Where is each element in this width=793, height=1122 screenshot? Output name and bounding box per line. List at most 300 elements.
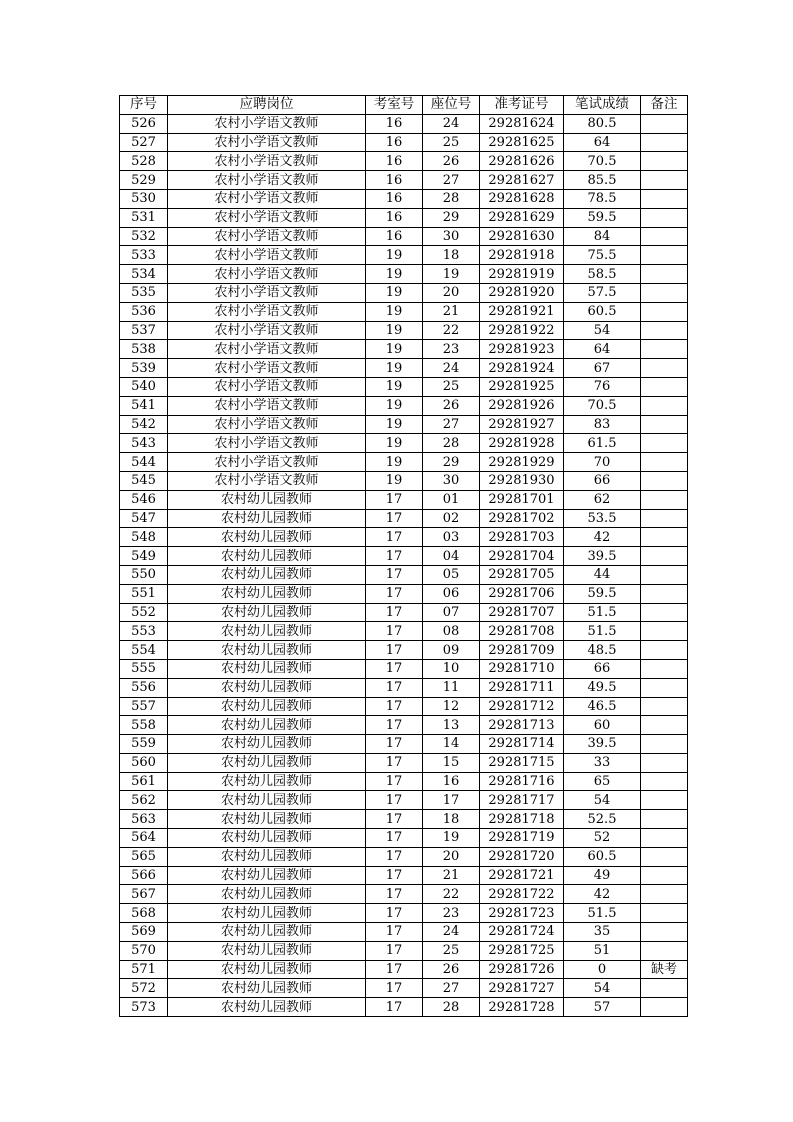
cell-seat-number: 30: [423, 227, 480, 246]
cell-written-score: 52: [564, 829, 641, 848]
cell-position: 农村幼儿园教师: [168, 603, 366, 622]
cell-serial-number: 532: [120, 227, 168, 246]
cell-remarks: [641, 471, 688, 490]
cell-position: 农村小学语文教师: [168, 152, 366, 171]
cell-remarks: [641, 641, 688, 660]
cell-exam-room: 16: [366, 171, 423, 190]
cell-written-score: 70.5: [564, 396, 641, 415]
cell-seat-number: 24: [423, 923, 480, 942]
cell-serial-number: 540: [120, 377, 168, 396]
cell-seat-number: 24: [423, 114, 480, 133]
cell-position: 农村幼儿园教师: [168, 941, 366, 960]
cell-position: 农村幼儿园教师: [168, 565, 366, 584]
cell-written-score: 62: [564, 490, 641, 509]
cell-serial-number: 538: [120, 340, 168, 359]
cell-written-score: 80.5: [564, 114, 641, 133]
header-row: [120, 96, 688, 115]
cell-position: 农村小学语文教师: [168, 302, 366, 321]
cell-admission-ticket: 29281630: [480, 227, 564, 246]
cell-seat-number: 29: [423, 208, 480, 227]
cell-written-score: 46.5: [564, 697, 641, 716]
cell-serial-number: 559: [120, 735, 168, 754]
cell-serial-number: 563: [120, 810, 168, 829]
cell-position: 农村幼儿园教师: [168, 810, 366, 829]
table-row: [120, 471, 688, 490]
cell-written-score: 39.5: [564, 735, 641, 754]
cell-written-score: 49.5: [564, 678, 641, 697]
cell-exam-room: 17: [366, 584, 423, 603]
cell-exam-room: 17: [366, 490, 423, 509]
cell-position: 农村幼儿园教师: [168, 866, 366, 885]
cell-serial-number: 564: [120, 829, 168, 848]
table-row: [120, 603, 688, 622]
cell-exam-room: 16: [366, 189, 423, 208]
cell-position: 农村幼儿园教师: [168, 716, 366, 735]
cell-serial-number: 527: [120, 133, 168, 152]
cell-written-score: 42: [564, 885, 641, 904]
cell-serial-number: 544: [120, 453, 168, 472]
cell-seat-number: 25: [423, 377, 480, 396]
cell-written-score: 54: [564, 791, 641, 810]
cell-serial-number: 530: [120, 189, 168, 208]
cell-exam-room: 16: [366, 133, 423, 152]
header-serial-number: 序号: [120, 96, 168, 115]
cell-exam-room: 17: [366, 716, 423, 735]
cell-admission-ticket: 29281725: [480, 941, 564, 960]
cell-exam-room: 17: [366, 528, 423, 547]
cell-seat-number: 18: [423, 246, 480, 265]
cell-admission-ticket: 29281719: [480, 829, 564, 848]
cell-admission-ticket: 29281701: [480, 490, 564, 509]
cell-written-score: 51.5: [564, 603, 641, 622]
cell-seat-number: 26: [423, 396, 480, 415]
cell-position: 农村幼儿园教师: [168, 659, 366, 678]
cell-position: 农村小学语文教师: [168, 246, 366, 265]
cell-seat-number: 20: [423, 283, 480, 302]
cell-serial-number: 529: [120, 171, 168, 190]
cell-exam-room: 17: [366, 866, 423, 885]
cell-seat-number: 25: [423, 133, 480, 152]
cell-remarks: [641, 885, 688, 904]
cell-admission-ticket: 29281709: [480, 641, 564, 660]
cell-admission-ticket: 29281726: [480, 960, 564, 979]
cell-exam-room: 19: [366, 415, 423, 434]
cell-admission-ticket: 29281728: [480, 998, 564, 1017]
table-row: [120, 509, 688, 528]
cell-admission-ticket: 29281706: [480, 584, 564, 603]
score-table: [119, 95, 688, 1017]
cell-seat-number: 03: [423, 528, 480, 547]
cell-remarks: [641, 321, 688, 340]
cell-exam-room: 17: [366, 697, 423, 716]
cell-seat-number: 20: [423, 847, 480, 866]
cell-position: 农村小学语文教师: [168, 453, 366, 472]
cell-exam-room: 19: [366, 359, 423, 378]
cell-seat-number: 08: [423, 622, 480, 641]
header-admission-ticket: 准考证号: [480, 96, 564, 115]
cell-seat-number: 23: [423, 340, 480, 359]
cell-written-score: 57.5: [564, 283, 641, 302]
cell-seat-number: 19: [423, 265, 480, 284]
cell-position: 农村幼儿园教师: [168, 979, 366, 998]
cell-seat-number: 22: [423, 885, 480, 904]
cell-admission-ticket: 29281629: [480, 208, 564, 227]
cell-position: 农村幼儿园教师: [168, 490, 366, 509]
table-row: [120, 791, 688, 810]
cell-serial-number: 531: [120, 208, 168, 227]
cell-seat-number: 27: [423, 415, 480, 434]
cell-serial-number: 541: [120, 396, 168, 415]
cell-seat-number: 05: [423, 565, 480, 584]
cell-remarks: [641, 509, 688, 528]
cell-remarks: [641, 622, 688, 641]
cell-remarks: [641, 265, 688, 284]
cell-serial-number: 545: [120, 471, 168, 490]
cell-serial-number: 558: [120, 716, 168, 735]
cell-position: 农村幼儿园教师: [168, 528, 366, 547]
cell-remarks: [641, 302, 688, 321]
cell-seat-number: 01: [423, 490, 480, 509]
cell-remarks: [641, 866, 688, 885]
cell-serial-number: 547: [120, 509, 168, 528]
cell-serial-number: 542: [120, 415, 168, 434]
table-row: [120, 753, 688, 772]
cell-exam-room: 17: [366, 565, 423, 584]
cell-admission-ticket: 29281723: [480, 904, 564, 923]
cell-serial-number: 537: [120, 321, 168, 340]
cell-exam-room: 19: [366, 434, 423, 453]
cell-seat-number: 02: [423, 509, 480, 528]
cell-serial-number: 571: [120, 960, 168, 979]
cell-admission-ticket: 29281704: [480, 547, 564, 566]
cell-serial-number: 551: [120, 584, 168, 603]
cell-remarks: [641, 283, 688, 302]
cell-exam-room: 17: [366, 979, 423, 998]
table-row: [120, 998, 688, 1017]
cell-remarks: [641, 377, 688, 396]
cell-seat-number: 27: [423, 979, 480, 998]
cell-admission-ticket: 29281721: [480, 866, 564, 885]
cell-admission-ticket: 29281716: [480, 772, 564, 791]
cell-exam-room: 16: [366, 114, 423, 133]
cell-position: 农村幼儿园教师: [168, 772, 366, 791]
cell-exam-room: 17: [366, 622, 423, 641]
cell-admission-ticket: 29281707: [480, 603, 564, 622]
cell-serial-number: 566: [120, 866, 168, 885]
cell-seat-number: 30: [423, 471, 480, 490]
table-row: [120, 659, 688, 678]
cell-position: 农村小学语文教师: [168, 283, 366, 302]
cell-admission-ticket: 29281929: [480, 453, 564, 472]
cell-remarks: [641, 453, 688, 472]
table-row: [120, 321, 688, 340]
cell-serial-number: 556: [120, 678, 168, 697]
cell-seat-number: 10: [423, 659, 480, 678]
cell-seat-number: 17: [423, 791, 480, 810]
cell-position: 农村幼儿园教师: [168, 960, 366, 979]
cell-remarks: [641, 753, 688, 772]
table-row: [120, 208, 688, 227]
cell-remarks: [641, 189, 688, 208]
cell-position: 农村幼儿园教师: [168, 547, 366, 566]
table-row: [120, 866, 688, 885]
table-row: [120, 941, 688, 960]
cell-position: 农村幼儿园教师: [168, 829, 366, 848]
cell-seat-number: 27: [423, 171, 480, 190]
table-row: [120, 415, 688, 434]
table-row: [120, 265, 688, 284]
cell-position: 农村幼儿园教师: [168, 509, 366, 528]
cell-position: 农村幼儿园教师: [168, 904, 366, 923]
cell-admission-ticket: 29281702: [480, 509, 564, 528]
table-row: [120, 923, 688, 942]
table-row: [120, 697, 688, 716]
cell-admission-ticket: 29281924: [480, 359, 564, 378]
cell-remarks: [641, 246, 688, 265]
cell-exam-room: 17: [366, 735, 423, 754]
cell-position: 农村小学语文教师: [168, 415, 366, 434]
cell-written-score: 66: [564, 659, 641, 678]
cell-written-score: 51: [564, 941, 641, 960]
cell-serial-number: 567: [120, 885, 168, 904]
cell-exam-room: 17: [366, 904, 423, 923]
cell-remarks: [641, 547, 688, 566]
cell-remarks: [641, 415, 688, 434]
cell-written-score: 58.5: [564, 265, 641, 284]
cell-remarks: [641, 829, 688, 848]
header-remarks: 备注: [641, 96, 688, 115]
header-seat-number: 座位号: [423, 96, 480, 115]
cell-position: 农村小学语文教师: [168, 396, 366, 415]
cell-remarks: [641, 979, 688, 998]
cell-exam-room: 19: [366, 302, 423, 321]
cell-position: 农村小学语文教师: [168, 133, 366, 152]
table-row: [120, 885, 688, 904]
cell-admission-ticket: 29281703: [480, 528, 564, 547]
cell-position: 农村幼儿园教师: [168, 678, 366, 697]
table-row: [120, 584, 688, 603]
cell-written-score: 35: [564, 923, 641, 942]
cell-written-score: 85.5: [564, 171, 641, 190]
cell-remarks: [641, 490, 688, 509]
cell-remarks: [641, 941, 688, 960]
cell-admission-ticket: 29281625: [480, 133, 564, 152]
table-row: [120, 622, 688, 641]
cell-admission-ticket: 29281624: [480, 114, 564, 133]
cell-remarks: [641, 528, 688, 547]
cell-remarks: [641, 565, 688, 584]
cell-written-score: 60.5: [564, 302, 641, 321]
cell-seat-number: 29: [423, 453, 480, 472]
cell-remarks: [641, 791, 688, 810]
cell-seat-number: 21: [423, 302, 480, 321]
cell-exam-room: 17: [366, 603, 423, 622]
cell-serial-number: 526: [120, 114, 168, 133]
cell-seat-number: 04: [423, 547, 480, 566]
table-row: [120, 960, 688, 979]
cell-admission-ticket: 29281718: [480, 810, 564, 829]
cell-written-score: 75.5: [564, 246, 641, 265]
cell-exam-room: 17: [366, 641, 423, 660]
cell-remarks: [641, 434, 688, 453]
cell-position: 农村幼儿园教师: [168, 923, 366, 942]
table-body: [120, 114, 688, 1016]
cell-serial-number: 543: [120, 434, 168, 453]
cell-remarks: [641, 923, 688, 942]
cell-exam-room: 17: [366, 998, 423, 1017]
cell-position: 农村小学语文教师: [168, 114, 366, 133]
header-written-score: 笔试成绩: [564, 96, 641, 115]
table-row: [120, 547, 688, 566]
cell-remarks: [641, 114, 688, 133]
cell-serial-number: 557: [120, 697, 168, 716]
cell-admission-ticket: 29281920: [480, 283, 564, 302]
cell-admission-ticket: 29281628: [480, 189, 564, 208]
cell-written-score: 39.5: [564, 547, 641, 566]
cell-exam-room: 19: [366, 340, 423, 359]
cell-exam-room: 19: [366, 246, 423, 265]
cell-remarks: [641, 716, 688, 735]
cell-seat-number: 15: [423, 753, 480, 772]
cell-admission-ticket: 29281927: [480, 415, 564, 434]
table-row: [120, 133, 688, 152]
cell-serial-number: 560: [120, 753, 168, 772]
table-row: [120, 565, 688, 584]
cell-serial-number: 534: [120, 265, 168, 284]
cell-remarks: [641, 227, 688, 246]
cell-position: 农村小学语文教师: [168, 189, 366, 208]
cell-written-score: 64: [564, 340, 641, 359]
cell-seat-number: 28: [423, 998, 480, 1017]
cell-written-score: 64: [564, 133, 641, 152]
cell-written-score: 83: [564, 415, 641, 434]
cell-admission-ticket: 29281714: [480, 735, 564, 754]
cell-exam-room: 19: [366, 471, 423, 490]
cell-admission-ticket: 29281720: [480, 847, 564, 866]
cell-written-score: 70: [564, 453, 641, 472]
cell-admission-ticket: 29281918: [480, 246, 564, 265]
cell-serial-number: 561: [120, 772, 168, 791]
cell-position: 农村幼儿园教师: [168, 847, 366, 866]
cell-admission-ticket: 29281626: [480, 152, 564, 171]
cell-admission-ticket: 29281724: [480, 923, 564, 942]
cell-written-score: 48.5: [564, 641, 641, 660]
cell-position: 农村小学语文教师: [168, 171, 366, 190]
cell-written-score: 0: [564, 960, 641, 979]
cell-written-score: 54: [564, 321, 641, 340]
cell-position: 农村幼儿园教师: [168, 791, 366, 810]
cell-exam-room: 17: [366, 547, 423, 566]
cell-seat-number: 12: [423, 697, 480, 716]
cell-remarks: 缺考: [641, 960, 688, 979]
cell-serial-number: 553: [120, 622, 168, 641]
cell-remarks: [641, 584, 688, 603]
table-row: [120, 772, 688, 791]
cell-position: 农村幼儿园教师: [168, 885, 366, 904]
cell-written-score: 54: [564, 979, 641, 998]
cell-exam-room: 19: [366, 283, 423, 302]
table-row: [120, 396, 688, 415]
cell-seat-number: 18: [423, 810, 480, 829]
cell-serial-number: 569: [120, 923, 168, 942]
table-row: [120, 678, 688, 697]
cell-position: 农村幼儿园教师: [168, 622, 366, 641]
table-row: [120, 810, 688, 829]
cell-seat-number: 06: [423, 584, 480, 603]
cell-seat-number: 26: [423, 152, 480, 171]
cell-seat-number: 22: [423, 321, 480, 340]
table-row: [120, 490, 688, 509]
cell-exam-room: 16: [366, 227, 423, 246]
cell-admission-ticket: 29281712: [480, 697, 564, 716]
table-row: [120, 829, 688, 848]
cell-seat-number: 26: [423, 960, 480, 979]
cell-serial-number: 546: [120, 490, 168, 509]
cell-exam-room: 17: [366, 885, 423, 904]
cell-admission-ticket: 29281717: [480, 791, 564, 810]
cell-seat-number: 13: [423, 716, 480, 735]
cell-admission-ticket: 29281923: [480, 340, 564, 359]
cell-seat-number: 14: [423, 735, 480, 754]
cell-exam-room: 17: [366, 847, 423, 866]
cell-remarks: [641, 152, 688, 171]
cell-remarks: [641, 904, 688, 923]
table-row: [120, 283, 688, 302]
cell-serial-number: 548: [120, 528, 168, 547]
table-row: [120, 377, 688, 396]
table-row: [120, 716, 688, 735]
table-row: [120, 904, 688, 923]
cell-seat-number: 28: [423, 189, 480, 208]
cell-remarks: [641, 998, 688, 1017]
cell-remarks: [641, 171, 688, 190]
cell-serial-number: 568: [120, 904, 168, 923]
cell-exam-room: 19: [366, 377, 423, 396]
cell-serial-number: 528: [120, 152, 168, 171]
cell-position: 农村小学语文教师: [168, 208, 366, 227]
table-row: [120, 152, 688, 171]
cell-written-score: 44: [564, 565, 641, 584]
cell-serial-number: 562: [120, 791, 168, 810]
cell-position: 农村幼儿园教师: [168, 584, 366, 603]
cell-remarks: [641, 847, 688, 866]
cell-exam-room: 19: [366, 396, 423, 415]
cell-exam-room: 17: [366, 960, 423, 979]
cell-written-score: 76: [564, 377, 641, 396]
header-exam-room: 考室号: [366, 96, 423, 115]
cell-serial-number: 554: [120, 641, 168, 660]
table-row: [120, 735, 688, 754]
cell-admission-ticket: 29281930: [480, 471, 564, 490]
cell-admission-ticket: 29281925: [480, 377, 564, 396]
cell-written-score: 51.5: [564, 904, 641, 923]
cell-written-score: 51.5: [564, 622, 641, 641]
cell-exam-room: 17: [366, 659, 423, 678]
cell-seat-number: 11: [423, 678, 480, 697]
cell-admission-ticket: 29281722: [480, 885, 564, 904]
cell-remarks: [641, 697, 688, 716]
cell-position: 农村小学语文教师: [168, 265, 366, 284]
cell-admission-ticket: 29281710: [480, 659, 564, 678]
cell-position: 农村小学语文教师: [168, 227, 366, 246]
cell-serial-number: 573: [120, 998, 168, 1017]
cell-remarks: [641, 659, 688, 678]
cell-remarks: [641, 810, 688, 829]
cell-exam-room: 19: [366, 321, 423, 340]
cell-remarks: [641, 772, 688, 791]
table-row: [120, 171, 688, 190]
table-row: [120, 979, 688, 998]
